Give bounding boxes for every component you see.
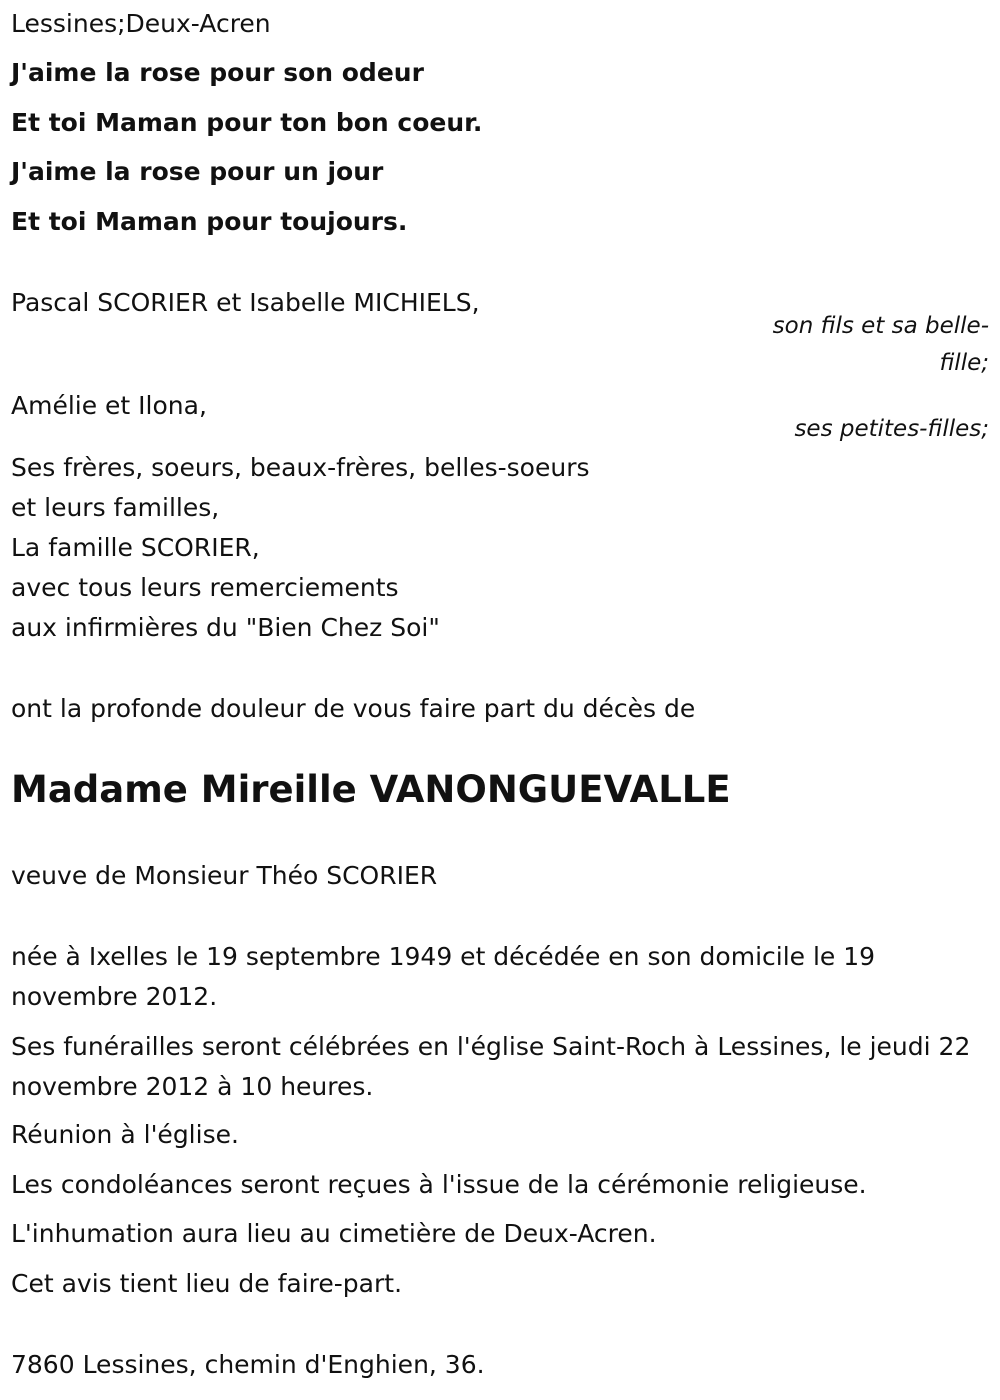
poem-line-1: J'aime la rose pour son odeur (11, 58, 424, 87)
notice-info: Cet avis tient lieu de faire-part. (11, 1269, 403, 1298)
address: 7860 Lessines, chemin d'Enghien, 36. (11, 1350, 485, 1379)
family-line-1: Ses frères, soeurs, beaux-frères, belles-soeurs (11, 453, 590, 482)
announcement: ont la profonde douleur de vous faire part du décès de (11, 694, 696, 723)
condolences-info: Les condoléances seront reçues à l'issue de la cérémonie religieuse. (11, 1170, 867, 1199)
funeral-details: Ses funérailles seront célébrées en l'église Saint-Roch à Lessines, le jeudi 22 novembre 2012 à 10 heures. (11, 1032, 971, 1101)
son-relation: son fils et sa belle-fille; (772, 313, 989, 376)
family-line-4: avec tous leurs remerciements (11, 573, 399, 602)
location-header: Lessines;Deux-Acren (11, 9, 271, 38)
poem-line-4: Et toi Maman pour toujours. (11, 207, 408, 236)
poem-line-2: Et toi Maman pour ton bon coeur. (11, 108, 483, 137)
family-line-5: aux infirmières du "Bien Chez Soi" (11, 613, 440, 642)
deceased-name: Madame Mireille VANONGUEVALLE (11, 768, 731, 811)
meeting-info: Réunion à l'église. (11, 1120, 239, 1149)
family-line-2: et leurs familles, (11, 493, 220, 522)
widow-of: veuve de Monsieur Théo SCORIER (11, 861, 438, 890)
family-line-3: La famille SCORIER, (11, 533, 260, 562)
son-names: Pascal SCORIER et Isabelle MICHIELS, (11, 288, 480, 317)
granddaughters-names: Amélie et Ilona, (11, 391, 207, 420)
granddaughters-relation: ses petites-filles; (794, 416, 989, 442)
poem-line-3: J'aime la rose pour un jour (11, 157, 384, 186)
birth-death: née à Ixelles le 19 septembre 1949 et décédée en son domicile le 19 novembre 2012. (11, 942, 876, 1011)
burial-info: L'inhumation aura lieu au cimetière de Deux-Acren. (11, 1219, 657, 1248)
